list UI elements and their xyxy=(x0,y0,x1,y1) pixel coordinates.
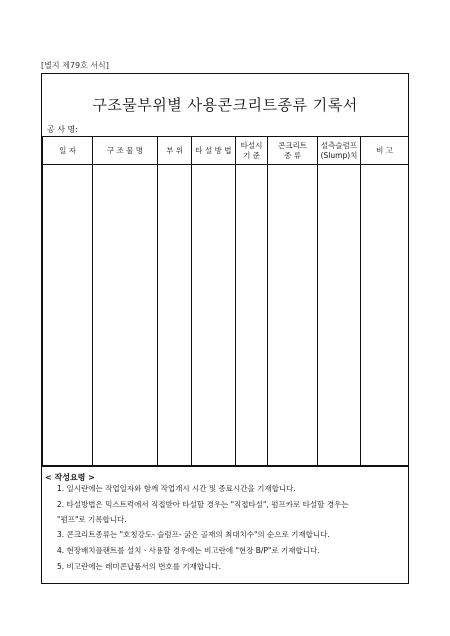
cell-part[interactable] xyxy=(158,165,192,466)
guide-title: < 작성요령 > xyxy=(45,473,95,482)
writing-guide xyxy=(42,466,408,584)
col-header-placing-method: 타 설 방 법 xyxy=(192,137,236,165)
guide-item: 2. 타설방법은 믹스트럭에서 직접받아 타설할 경우는 "직접타설", 펌프카로 타설할 경우는 xyxy=(57,500,349,509)
col-header-slump: 설측슬럼프 (Slump)치 xyxy=(318,137,361,165)
col-header-placing-standard: 타설시 기 준 xyxy=(236,137,268,165)
cell-concrete-type[interactable] xyxy=(268,165,318,466)
record-table xyxy=(42,136,409,466)
cell-structure[interactable] xyxy=(93,165,158,466)
cell-date[interactable] xyxy=(43,165,93,466)
guide-item: "펌프"로 기록합니다. xyxy=(57,515,127,524)
site-name-label: 공 사 명: xyxy=(47,125,78,134)
form-number-label: [별지 제79호 서식] xyxy=(41,61,109,70)
guide-item: 4. 현장배치플랜트를 설치ㆍ사용할 경우에는 비고란에 "현장 B/P"로 기재합니다. xyxy=(57,546,320,555)
table-body-row xyxy=(43,165,409,466)
cell-placing-method[interactable] xyxy=(192,165,236,466)
guide-item: 3. 콘크리트종류는 "호칭강도- 슬럼프- 굵은 골재의 최대치수"의 순으로 기재합니다. xyxy=(57,530,330,539)
col-header-part: 부 위 xyxy=(158,137,192,165)
col-header-remarks: 비 고 xyxy=(361,137,409,165)
form-title: 구조물부위별 사용콘크리트종류 기록서 xyxy=(92,96,358,114)
table-header-row xyxy=(43,137,409,165)
cell-slump[interactable] xyxy=(318,165,361,466)
col-header-date: 일 자 xyxy=(43,137,93,165)
guide-item: 5. 비고란에는 레미콘납품서의 번호를 기재합니다. xyxy=(57,562,221,571)
col-header-structure: 구 조 물 명 xyxy=(93,137,158,165)
form-frame xyxy=(41,73,409,584)
cell-remarks[interactable] xyxy=(361,165,409,466)
col-header-concrete-type: 콘크리트 종 류 xyxy=(268,137,318,165)
guide-item: 1. 일시란에는 작업일자와 함께 작업개시 시간 및 종료시간을 기재합니다. xyxy=(57,484,296,493)
cell-placing-standard[interactable] xyxy=(236,165,268,466)
